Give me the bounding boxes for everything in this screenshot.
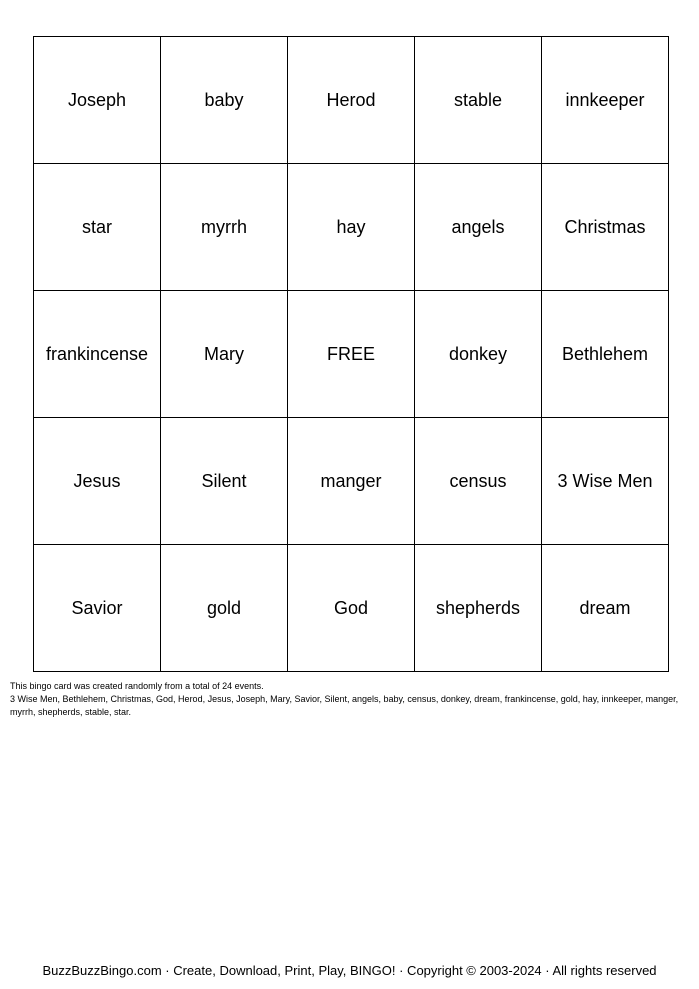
bingo-cell: Christmas — [542, 164, 669, 291]
bingo-cell: dream — [542, 545, 669, 672]
bingo-cell: 3 Wise Men — [542, 418, 669, 545]
bingo-cell: gold — [161, 545, 288, 672]
bingo-cell: God — [288, 545, 415, 672]
bingo-cell: Silent — [161, 418, 288, 545]
bingo-cell: star — [34, 164, 161, 291]
bingo-cell: frankincense — [34, 291, 161, 418]
bingo-cell: census — [415, 418, 542, 545]
notes-events-list: 3 Wise Men, Bethlehem, Christmas, God, Herod, Jesus, Joseph, Mary, Savior, Silent, angels, baby, census, donkey, dream, frankincense, gold, hay, innkeeper, manger, myrrh, shepherds, stable, star. — [10, 694, 679, 717]
page-footer: BuzzBuzzBingo.com · Create, Download, Print, Play, BINGO! · Copyright © 2003-2024 · All rights reserved — [42, 963, 657, 978]
free-space-cell: FREE — [288, 291, 415, 418]
bingo-cell: innkeeper — [542, 37, 669, 164]
bingo-cell: Mary — [161, 291, 288, 418]
bingo-cell: Jesus — [34, 418, 161, 545]
bingo-cell: myrrh — [161, 164, 288, 291]
bingo-cell: manger — [288, 418, 415, 545]
bingo-cell: Herod — [288, 37, 415, 164]
bingo-card — [33, 36, 669, 672]
bingo-row — [34, 545, 669, 672]
bingo-cell: hay — [288, 164, 415, 291]
notes-intro: This bingo card was created randomly from a total of 24 events. — [10, 681, 264, 691]
card-notes — [10, 680, 690, 719]
bingo-cell: Bethlehem — [542, 291, 669, 418]
bingo-cell: Joseph — [34, 37, 161, 164]
bingo-cell: Savior — [34, 545, 161, 672]
bingo-cell: baby — [161, 37, 288, 164]
bingo-row — [34, 291, 669, 418]
bingo-row — [34, 37, 669, 164]
bingo-cell: shepherds — [415, 545, 542, 672]
bingo-cell: donkey — [415, 291, 542, 418]
bingo-cell: angels — [415, 164, 542, 291]
bingo-cell: stable — [415, 37, 542, 164]
bingo-row — [34, 418, 669, 545]
bingo-row — [34, 164, 669, 291]
